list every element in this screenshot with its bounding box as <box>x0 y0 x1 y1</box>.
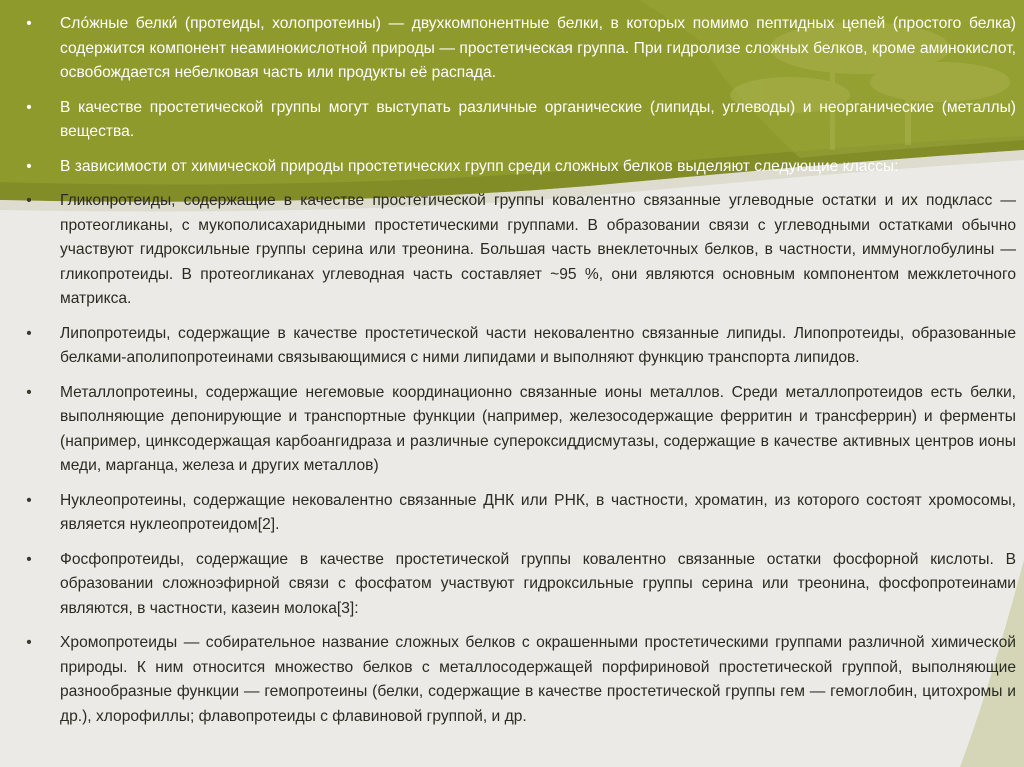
list-item <box>22 155 1016 180</box>
slide-content <box>22 12 1016 735</box>
list-item <box>22 631 1016 729</box>
bullet-marker: • <box>26 550 32 568</box>
bullet-marker: • <box>26 324 32 342</box>
list-item-text: Хромопротеиды — собирательное название сложных белков с окрашенными простетическими группами различной химической природы. К ним относится множество белков с металлосодержащей порфириновой простетической группой, выполняющие разнообразные функции — гемопротеины (белки, содержащие в качестве простетической группы гем — гемоглобин, цитохромы и др.), хлорофиллы; флавопротеиды с флавиновой группой, и др. <box>60 634 1016 725</box>
list-item-text: Сло́жные белки́ (протеиды, холопротеины) — двухкомпонентные белки, в которых помимо пептидных цепей (простого белка) содержится компонент неаминокислотной природы — простетическая группа. При гидролизе сложных белков, кроме аминокислот, освобождается небелковая часть или продукты её распада. <box>60 15 1016 81</box>
list-item <box>22 189 1016 312</box>
list-item <box>22 548 1016 622</box>
list-item <box>22 381 1016 479</box>
bullet-marker: • <box>26 634 32 651</box>
bullet-marker: • <box>26 98 32 116</box>
bullet-marker: • <box>26 15 32 32</box>
list-item-text: Гликопротеиды, содержащие в качестве простетической группы ковалентно связанные углеводные остатки и их подкласс — протеогликаны, с мукополисахаридными простетическими группами. В образовании связи с углеводными остатками обычно участвуют гидроксильные группы серина или треонина. Большая часть внеклеточных белков, в частности, иммуноглобулины — гликопротеиды. В протеогликанах углеводная часть составляет ~95 %, они являются основным компонентом межклеточного матрикса. <box>60 192 1016 307</box>
list-item-text: Фосфопротеиды, содержащие в качестве простетической группы ковалентно связанные остатки фосфорной кислоты. В образовании сложноэфирной связи с фосфатом участвуют гидроксильные группы серина или треонина, фосфопротеинами являются, в частности, казеин молока[3]: <box>60 550 1016 617</box>
list-item <box>22 96 1016 145</box>
list-item-text: Липопротеиды, содержащие в качестве простетической части нековалентно связанные липиды. Липопротеиды, образованные белками-аполипопротеинами связывающимися с ними липидами и выполняют функцию транспорта липидов. <box>60 324 1016 366</box>
bullet-marker: • <box>26 491 32 509</box>
list-item-text: В зависимости от химической природы простетических групп среди сложных белков выделяют следующие классы: <box>60 157 899 175</box>
list-item <box>22 322 1016 371</box>
bullet-list <box>22 12 1016 729</box>
list-item-text: Металлопротеины, содержащие негемовые координационно связанные ионы металлов. Среди металлопротеидов есть белки, выполняющие депонирующие и транспортные функции (например, железосодержащие ферритин и трансферрин) и ферменты (например, цинксодержащая карбоангидраза и различные супероксиддисмутазы, содержащие в качестве активных центров ионы меди, марганца, железа и других металлов) <box>60 383 1016 474</box>
list-item <box>22 489 1016 538</box>
list-item-text: В качестве простетической группы могут выступать различные органические (липиды, углеводы) и неорганические (металлы) вещества. <box>60 98 1016 140</box>
list-item-text: Нуклеопротеины, содержащие нековалентно связанные ДНК или РНК, в частности, хроматин, из которого состоят хромосомы, является нуклеопротеидом[2]. <box>60 491 1016 533</box>
bullet-marker: • <box>26 383 32 401</box>
bullet-marker: • <box>26 192 32 209</box>
bullet-marker: • <box>26 157 32 175</box>
list-item <box>22 12 1016 86</box>
